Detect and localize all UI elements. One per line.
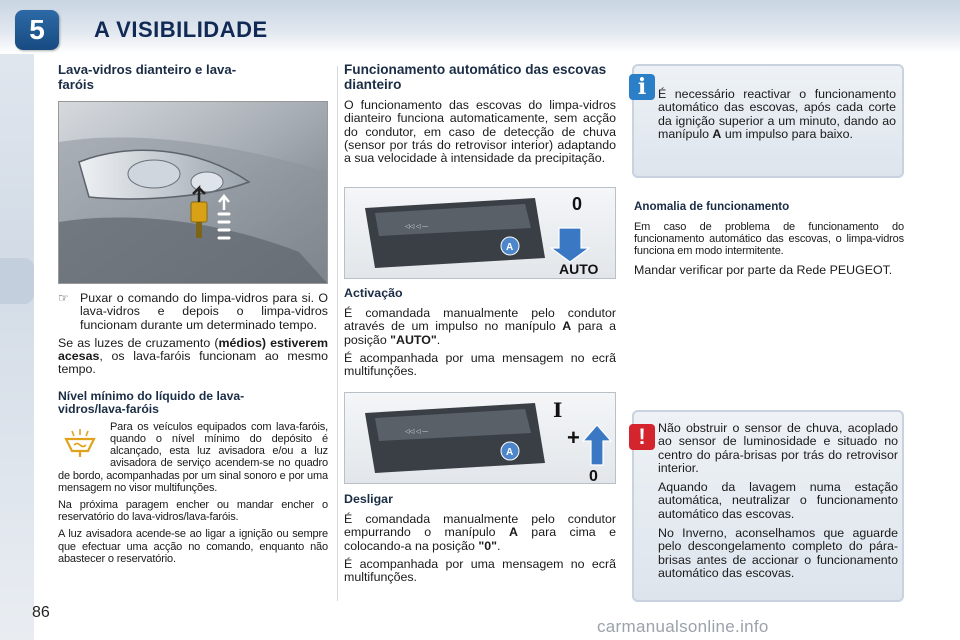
headlamp-washer-photo	[58, 101, 328, 284]
activation-heading: Activação	[344, 286, 403, 300]
info-pre: É necessário reactivar o funcionamento automático das escovas, após cada corte da ignição superior a um minuto, dando ao manípulo	[658, 87, 896, 141]
info-a: A	[712, 126, 722, 141]
svg-text:◁◁ ◁ —: ◁◁ ◁ —	[405, 429, 429, 435]
warning-paragraph-3: No Inverno, aconselhamos que aguarde pelo descongelamento completo do pára-brisas antes de accionar o funcionamento automático das escovas.	[658, 526, 898, 580]
info-post: um impulso para baixo.	[721, 126, 853, 141]
info-box	[632, 64, 904, 178]
watermark-text: carmanualsonline.info	[597, 617, 769, 636]
section-heading-level: Nível mínimo do líquido de lava-vidros/lava-faróis	[58, 388, 245, 417]
position-one-label: I	[553, 398, 563, 422]
section-heading-washer: Lava-vidros dianteiro e lava-faróis	[58, 62, 237, 92]
column-divider	[337, 66, 338, 601]
bullet-item	[58, 292, 328, 332]
warning-paragraph-2: Aquando da lavagem numa estação automática, neutralizar o funcionamento automático das escovas.	[658, 480, 898, 521]
deactivation-block	[344, 492, 616, 584]
deactivation-zero: "0"	[478, 538, 497, 553]
level-paragraph-1: Para os veículos equipados com lava-faróis, quando o nível mínimo do depósito é alcançado, esta luz avisadora e/ou a luz avisadora de serviço acendem-se no quadro de bordo, acompanhadas por um sinal sonoro e por uma mensagem no visor multifunções.	[58, 420, 328, 494]
malfunction-paragraph-2: Mandar verificar por parte da Rede PEUGEOT.	[634, 262, 893, 277]
activation-mid: para a posição	[344, 319, 617, 347]
deactivation-mid: para cima e colocando-a na posição	[344, 525, 616, 553]
activation-block	[344, 286, 616, 378]
malfunction-paragraph-1: Em caso de problema de funcionamento do funcionamento automático das escovas, o limpa-vidros funciona em modo intermitente.	[634, 221, 904, 258]
car-front-illustration	[59, 102, 327, 283]
position-zero-label-2: 0	[589, 468, 598, 483]
plus-label: +	[567, 425, 580, 450]
position-zero-label: 0	[572, 194, 583, 214]
left-margin-strip	[0, 0, 34, 640]
activation-text	[344, 307, 616, 347]
malfunction-block	[634, 199, 904, 277]
activation-pre: É comandada manualmente pelo condutor através de um impulso no manípulo	[344, 306, 616, 334]
lever-a-label: A	[506, 242, 514, 253]
chapter-tab-marker	[0, 258, 34, 304]
page-number: 86	[32, 604, 50, 621]
column-left	[58, 62, 328, 92]
page-header	[0, 0, 960, 54]
level-paragraph-2: Na próxima paragem encher ou mandar encher o reservatório do lava-vidros/lava-faróis.	[58, 499, 328, 524]
deactivation-text	[344, 513, 616, 553]
lever-a-label-2: A	[506, 447, 514, 458]
deactivation-message: É acompanhada por uma mensagem no ecrã multifunções.	[344, 556, 616, 585]
section-heading-auto: Funcionamento automático das escovas dianteiro	[344, 62, 607, 92]
exclamation-icon: !	[629, 424, 655, 450]
warning-content	[658, 422, 898, 580]
deactivation-end: .	[496, 538, 501, 553]
column-middle	[344, 62, 616, 165]
dipped-pre: Se as luzes de cruzamento (	[58, 335, 219, 350]
page-title: A VISIBILIDADE	[94, 17, 268, 42]
info-icon: i	[629, 74, 655, 100]
activation-end: .	[436, 332, 441, 347]
stalk-auto-illustration	[345, 188, 615, 278]
deactivation-heading: Desligar	[344, 492, 393, 506]
level-block	[58, 421, 328, 565]
level-paragraph-3: A luz avisadora acende-se ao ligar a ignição ou sempre que efectuar uma acção no comando, enquanto não abastecer o reservatório.	[58, 528, 328, 565]
auto-intro: O funcionamento das escovas do limpa-vidros dianteiro funciona automaticamente, sem acção do condutor, em caso de detecção de chuva (sensor por trás do retrovisor interior) adaptando a sua velocidade à intensidade da precipitação.	[344, 98, 616, 166]
deactivation-pre: É comandada manualmente pelo condutor empurrando o manípulo	[344, 512, 616, 540]
malfunction-heading: Anomalia de funcionamento	[634, 200, 790, 213]
lever-diagram-auto	[344, 187, 616, 279]
dipped-beam-note	[58, 337, 328, 377]
dipped-post: , os lava-faróis funcionam ao mesmo tempo.	[58, 349, 328, 377]
activation-auto: "AUTO"	[390, 332, 437, 347]
arrow-up-icon	[583, 425, 611, 465]
washer-instructions	[58, 292, 328, 565]
svg-text:◁◁ ◁ —: ◁◁ ◁ —	[405, 224, 429, 230]
activation-message: É acompanhada por uma mensagem no ecrã multifunções.	[344, 350, 616, 379]
warning-paragraph-1: Não obstruir o sensor de chuva, acoplado ao sensor de luminosidade e situado no centro do pára-brisas por trás do retrovisor interior.	[658, 421, 898, 475]
info-text	[658, 88, 896, 141]
position-auto-label: AUTO	[559, 261, 599, 277]
activation-a: A	[562, 319, 572, 334]
arrow-down-icon	[551, 228, 589, 262]
deactivation-a: A	[508, 525, 518, 540]
dipped-bold: médios) estiverem acesas	[58, 335, 329, 364]
bullet-text: Puxar o comando do limpa-vidros para si. O lava-vidros e depois o limpa-vidros funcionam durante um determinado tempo.	[80, 291, 328, 332]
stalk-off-illustration	[345, 393, 615, 483]
washer-fluid-warning-icon	[60, 425, 100, 461]
warning-box	[632, 410, 904, 602]
lever-diagram-off	[344, 392, 616, 484]
hand-pointer-icon: ☞	[58, 291, 69, 305]
chapter-number-badge: 5	[15, 10, 59, 50]
